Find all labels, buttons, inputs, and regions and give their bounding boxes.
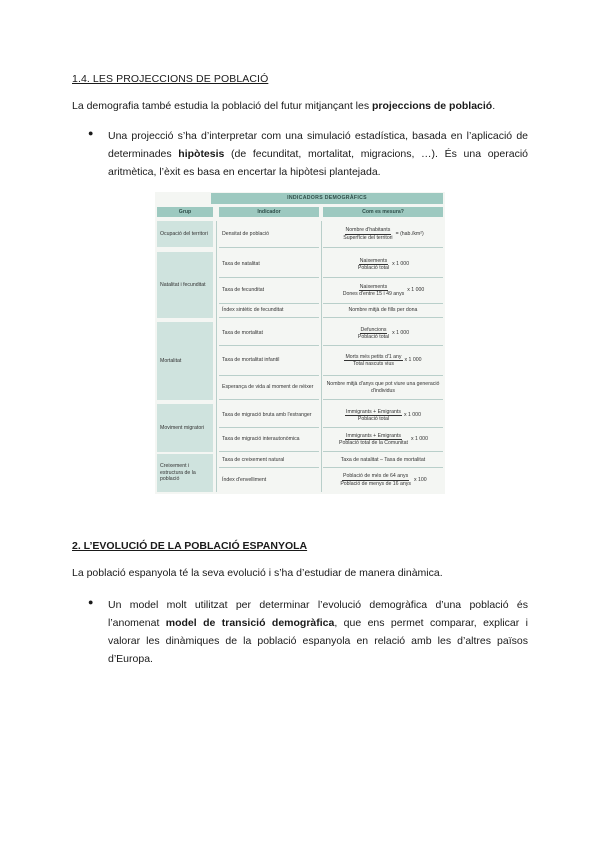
table-formula-cell	[323, 404, 443, 428]
formula-denominator: Superfície del territori	[343, 234, 393, 241]
table-indicator-cell: Índex d'envelliment	[222, 476, 267, 483]
bullet-text-start: Un model molt utilitzat per determinar l’evolució demogràfica d’una població és l’anomenat	[108, 599, 528, 629]
table-indicator-cell: Taxa de creixement natural	[219, 454, 319, 468]
table-indicator-cell: Taxa de mortalitat	[219, 322, 319, 346]
table-indicator-cell: Esperança de vida al moment de néixer	[219, 376, 319, 400]
table-group-cell: Moviment migratori	[157, 404, 213, 452]
formula-denominator: Dones d'entre 15 i 49 anys	[342, 291, 405, 297]
table-header-measure: Com es mesura?	[323, 207, 443, 217]
table-divider	[216, 221, 217, 492]
table-indicator-cell: Taxa de mortalitat infantil	[219, 346, 319, 376]
table-formula-cell	[323, 278, 443, 304]
formula-numerator: Naixements	[359, 283, 388, 290]
section-heading-projections: 1.4. LES PROJECCIONS DE POBLACIÓ	[72, 73, 269, 85]
table-divider	[321, 221, 322, 492]
formula-multiplier: x 1 000	[392, 330, 410, 337]
table-indicator-cell: Densitat de població	[219, 221, 319, 248]
table-indicator-cell: Taxa de migració interautonòmica	[219, 428, 319, 452]
table-group-cell: Ocupació del territori	[157, 221, 213, 247]
table-header-indicator: Indicador	[219, 207, 319, 217]
bullet-icon: ●	[88, 597, 94, 607]
formula-multiplier: x 1 000	[403, 412, 421, 419]
evolution-intro-paragraph: La població espanyola té la seva evolució i s’ha d’estudiar de manera dinàmica.	[72, 567, 443, 579]
demographic-indicators-table	[155, 192, 445, 494]
table-formula-cell	[323, 221, 443, 248]
table-formula-cell	[323, 428, 443, 452]
formula-denominator: Total nascuts vius	[353, 361, 394, 367]
table-formula-cell	[323, 346, 443, 376]
table-indicator-cell: Taxa de fecunditat	[219, 278, 319, 304]
bullet-transition-model	[108, 596, 528, 668]
table-header-group: Grup	[157, 207, 213, 217]
formula-numerator: Immigrants + Emigrants	[346, 432, 401, 439]
formula-denominator: Població total	[357, 416, 390, 422]
table-indicator-cell: Índex sintètic de fecunditat	[219, 304, 319, 318]
formula-denominator: Població total	[357, 265, 390, 271]
formula-denominator: Població total de la Comunitat	[339, 440, 408, 446]
table-group-cell: Mortalitat	[157, 322, 213, 400]
intro-text-bold: projeccions de població	[372, 100, 493, 112]
formula-numerator: Naixements	[359, 257, 388, 264]
table-group-cell: Creixement i estructura de la població	[157, 454, 213, 492]
formula-numerator: Morts més petits d'1 any	[345, 353, 402, 360]
formula-numerator: Població de més de 64 anys	[343, 473, 409, 479]
table-title: INDICADORS DEMOGRÀFICS	[211, 193, 443, 204]
bullet-text-bold: hipòtesis	[178, 148, 225, 160]
formula-multiplier: x 1 000	[407, 287, 425, 294]
formula-numerator: Nombre d'habitants	[345, 227, 391, 233]
bullet-text-start: Una projecció s’ha d’interpretar com una simulació estadística, basada en l’aplicació de determinades	[108, 130, 528, 160]
section-heading-evolution: 2. L’EVOLUCIÓ DE LA POBLACIÓ ESPANYOLA	[72, 540, 308, 552]
formula-denominator: Població total	[357, 334, 390, 340]
table-group-cell: Natalitat i fecunditat	[157, 252, 213, 318]
table-formula-cell: Nombre mitjà de fills per dona	[323, 304, 443, 318]
formula-multiplier: x 1 000	[410, 436, 428, 443]
bullet-text-end: (de fecunditat, mortalitat, migracions, …). És una operació aritmètica, l’èxit es basa en encertar la hipòtesi plantejada.	[108, 148, 528, 178]
table-formula-cell: Nombre mitjà d'anys que pot viure una generació d'individus	[323, 376, 443, 400]
formula-multiplier: x 100	[413, 476, 427, 483]
table-formula-cell	[323, 252, 443, 278]
intro-text-start: La demografia també estudia la població del futur mitjançant les	[72, 100, 373, 112]
table-formula-cell	[323, 322, 443, 346]
bullet-text-bold: model de transició demogràfica	[165, 617, 335, 629]
bullet-icon: ●	[88, 128, 94, 138]
formula-multiplier: x 1 000	[404, 357, 422, 364]
table-formula-cell	[323, 468, 443, 492]
bullet-text-end: , que ens permet comparar, explicar i valorar les dinàmiques de la població espanyola en relació amb les d’altres països d’Europa.	[108, 617, 528, 665]
table-indicator-cell: Taxa de natalitat	[219, 252, 319, 278]
table-indicator-cell: Taxa de migració bruta amb l'estranger	[219, 404, 319, 428]
formula-numerator: Defuncions	[360, 326, 387, 333]
table-formula-cell: Taxa de natalitat – Taxa de mortalitat	[323, 454, 443, 468]
intro-text-end: .	[492, 100, 496, 112]
formula-numerator: Immigrants + Emigrants	[346, 408, 401, 415]
formula-multiplier: x 1 000	[392, 261, 410, 268]
formula-denominator: Població de menys de 16 anys	[340, 480, 411, 487]
bullet-projection	[108, 127, 528, 181]
intro-paragraph	[72, 100, 532, 112]
formula-multiplier: = (hab./km²)	[395, 230, 424, 237]
